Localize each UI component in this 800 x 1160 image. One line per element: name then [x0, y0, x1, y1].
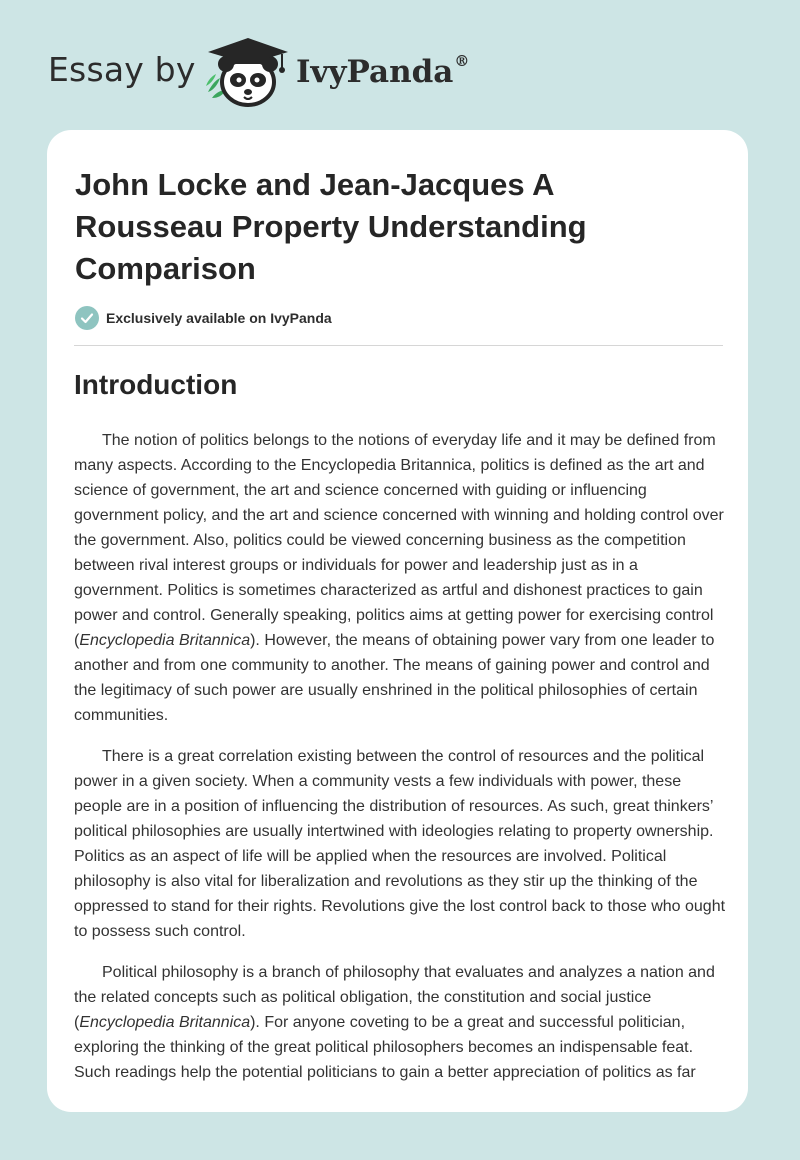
- exclusive-badge-label: Exclusively available on IvyPanda: [106, 310, 332, 326]
- panda-graduate-icon[interactable]: [200, 34, 296, 110]
- essay-card: [47, 130, 748, 1112]
- check-circle-icon: [75, 306, 99, 330]
- citation-italic: Encyclopedia Britannica: [79, 632, 251, 649]
- exclusive-badge: [75, 306, 332, 330]
- essay-by-label: Essay by: [48, 50, 196, 89]
- ivypanda-brand[interactable]: IvyPanda®: [296, 52, 470, 90]
- registered-trademark: ®: [454, 52, 470, 70]
- section-heading-introduction: Introduction: [74, 369, 238, 400]
- paragraph-3: Political philosophy is a branch of philosophy that evaluates and analyzes a nation and the related concepts such as political obligation, the constitution and social justice (Encyclopedia Britannica). For anyone coveting to be a great and successful politician, exploring the thinking of the great political philosophers becomes an indispensable feat. Such readings help the potential politicians to gain a better appreciation of politics as far: [74, 964, 715, 1081]
- essay-title: John Locke and Jean-Jacques A Rousseau Property Understanding Comparison: [75, 167, 587, 286]
- paragraph-2: There is a great correlation existing between the control of resources and the political power in a given society. When a community vests a few individuals with power, these people are in a position of influencing the distribution of resources. As such, great thinkers’ political philosophies are usually intertwined with ideologies relating to property ownership. Politics as an aspect of life will be applied when the resources are involved. Political philosophy is also vital for liberalization and revolutions as they stir up the thinking of the oppressed to stand for their rights. Revolutions give the lost control back to those who ought to possess such control.: [74, 748, 726, 940]
- divider: [74, 345, 723, 346]
- site-header: [0, 0, 800, 130]
- essay-body: [74, 428, 726, 1101]
- paragraph-1: The notion of politics belongs to the notions of everyday life and it may be defined from many aspects. According to the Encyclopedia Britannica, politics is defined as the art and science of government, the art and science concerned with guiding or influencing government policy, and the art and science concerned with winning and holding control over the government. Also, politics could be viewed concerning business as the competition between rival interest groups or individuals for power and leadership just as in a government. Politics is sometimes characterized as artful and dishonest practices to gain power and control. Generally speaking, politics aims at getting power for exercising control (Encyclopedia Britannica). However, the means of obtaining power vary from one leader to another and from one community to another. The means of gaining power and control and the legitimacy of such power are usually enshrined in the political philosophies of certain communities.: [74, 432, 724, 724]
- citation-italic: Encyclopedia Britannica: [79, 1014, 251, 1031]
